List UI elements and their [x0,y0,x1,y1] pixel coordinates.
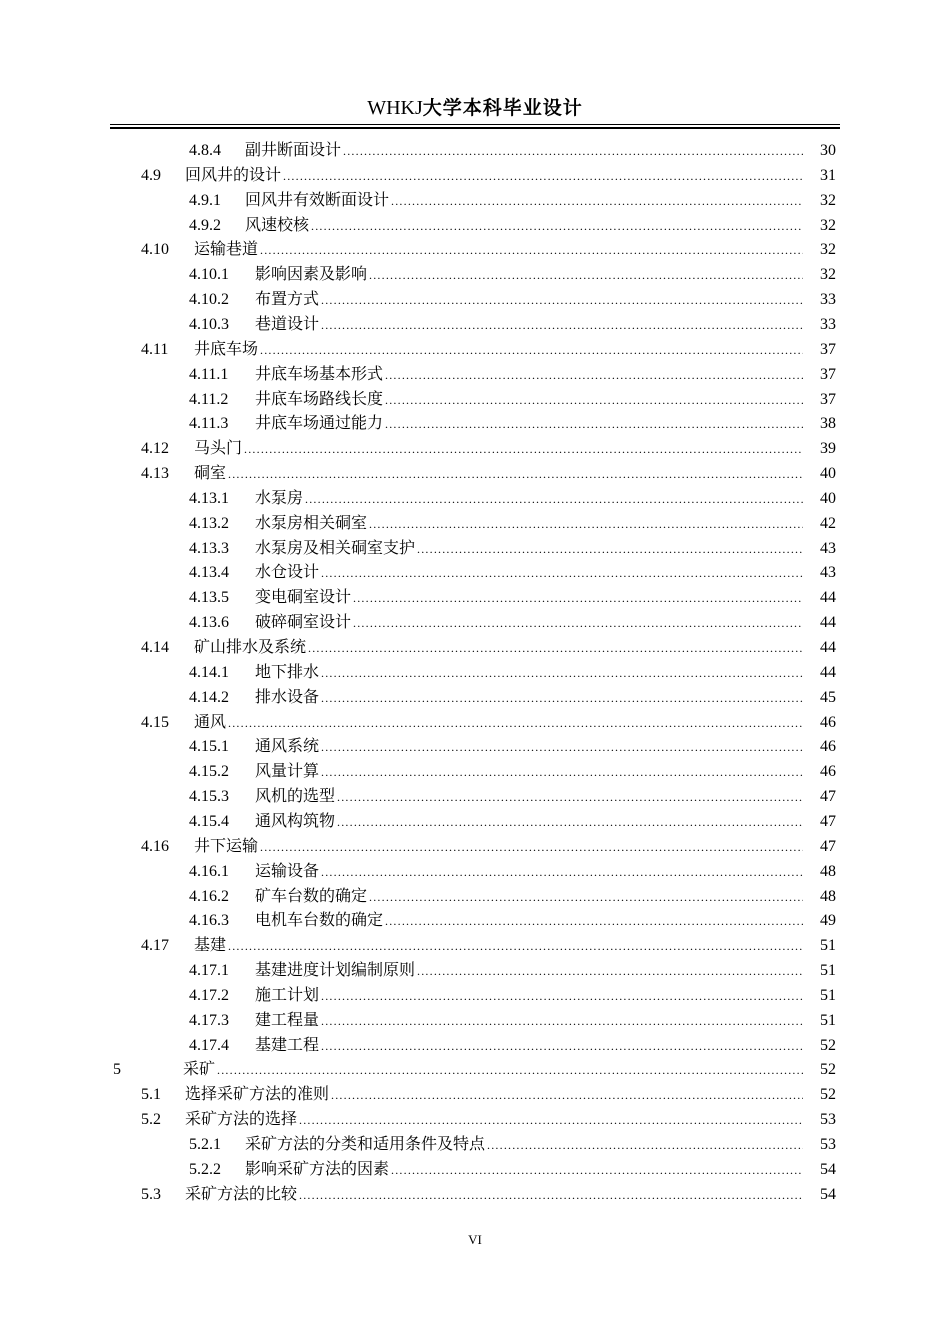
toc-entry[interactable] [0,162,950,186]
toc-entry-title: 风机的选型 [255,786,336,806]
toc-dot-leader [308,641,803,656]
toc-entry-title: 排水设备 [255,686,320,706]
toc-entry[interactable] [0,1007,950,1031]
toc-entry-number: 4.9.2 [189,216,221,234]
toc-dot-leader [391,1163,803,1178]
toc-entry[interactable] [0,386,950,410]
toc-entry-number: 5.3 [141,1185,161,1203]
header-rule-thick [110,127,840,129]
toc-entry-title: 水仓设计 [255,562,320,582]
toc-entry[interactable] [0,510,950,534]
toc-entry[interactable] [0,311,950,335]
toc-entry-page: 40 [820,489,836,507]
toc-entry-page: 46 [820,763,836,781]
toc-entry-page: 43 [820,564,836,582]
toc-entry-page: 51 [820,962,836,980]
toc-entry-number: 4.15.4 [189,812,229,830]
toc-entry-page: 44 [820,614,836,632]
toc-entry-page: 43 [820,539,836,557]
toc-entry-title: 施工计划 [255,984,320,1004]
toc-entry[interactable] [0,261,950,285]
toc-entry-page: 44 [820,663,836,681]
toc-entry-title: 回风井有效断面设计 [245,189,390,209]
toc-entry-number: 4.13.5 [189,589,229,607]
toc-entry-title: 井下运输 [194,835,259,855]
toc-entry-title: 变电硐室设计 [255,587,352,607]
toc-dot-leader [260,343,803,358]
toc-dot-leader [321,1039,803,1054]
toc-dot-leader [228,716,803,731]
toc-entry-number: 5.2.1 [189,1136,221,1153]
toc-entry[interactable] [0,1056,950,1080]
toc-entry[interactable] [0,460,950,484]
toc-entry[interactable] [0,1032,950,1056]
toc-entry-title: 风量计算 [255,761,320,781]
toc-entry-title: 地下排水 [255,661,320,681]
toc-dot-leader [260,243,803,258]
toc-entry-number: 4.17.3 [189,1011,229,1029]
toc-entry[interactable] [0,1106,950,1130]
toc-entry[interactable] [0,709,950,733]
toc-entry-title: 运输巷道 [194,239,259,259]
toc-entry-title: 采矿方法的分类和适用条件及特点 [245,1134,486,1153]
toc-entry-title: 通风 [194,711,227,731]
toc-entry-page: 40 [820,465,836,483]
toc-entry[interactable] [0,1081,950,1105]
toc-dot-leader [369,517,803,532]
toc-dot-leader [417,542,803,557]
toc-entry-number: 4.9 [141,166,161,184]
toc-entry[interactable] [0,236,950,260]
toc-entry-page: 47 [820,788,836,806]
toc-entry-title: 影响采矿方法的因素 [245,1158,390,1178]
toc-entry-page: 32 [820,191,836,209]
toc-dot-leader [353,591,803,606]
toc-dot-leader [353,616,803,631]
toc-entry-number: 4.10.2 [189,291,229,309]
toc-entry-number: 4.15.2 [189,763,229,781]
toc-entry-number: 4.15.3 [189,788,229,806]
toc-entry[interactable] [0,286,950,310]
toc-entry[interactable] [0,783,950,807]
toc-dot-leader [305,492,803,507]
toc-entry-number: 4.15.1 [189,738,229,756]
toc-dot-leader [487,1138,803,1153]
toc-entry-number: 4.11 [141,340,169,358]
toc-entry-number: 4.11.2 [189,390,229,408]
toc-entry-title: 通风构筑物 [255,810,336,830]
toc-dot-leader [385,368,803,383]
toc-entry-title: 选择采矿方法的准则 [185,1084,330,1104]
toc-dot-leader [385,393,803,408]
toc-entry[interactable] [0,659,950,683]
toc-entry-title: 副井断面设计 [245,140,342,159]
toc-entry[interactable] [0,758,950,782]
toc-entry-title: 电机车台数的确定 [255,910,384,930]
toc-entry-page: 52 [820,1061,836,1079]
toc-entry-title: 井底车场 [194,338,259,358]
toc-entry[interactable] [0,957,950,981]
toc-entry[interactable] [0,609,950,633]
toc-entry-number: 4.10.1 [189,266,229,284]
toc-entry-number: 4.15 [141,713,169,731]
toc-entry[interactable] [0,808,950,832]
toc-entry-number: 4.13 [141,465,169,483]
toc-entry-page: 53 [820,1136,836,1153]
toc-entry-title: 矿山排水及系统 [194,637,307,656]
toc-dot-leader [321,865,803,880]
toc-dot-leader [321,293,803,308]
toc-entry-page: 44 [820,589,836,607]
toc-entry[interactable] [0,435,950,459]
toc-entry-title: 巷道设计 [255,313,320,333]
toc-dot-leader [299,1113,803,1128]
toc-dot-leader [321,740,803,755]
toc-entry-number: 4.11.1 [189,365,229,383]
toc-entry-title: 硐室 [194,463,227,483]
toc-entry-title: 建工程量 [255,1009,320,1029]
toc-entry[interactable] [0,535,950,559]
toc-entry-page: 47 [820,812,836,830]
toc-entry[interactable] [0,858,950,882]
toc-dot-leader [385,417,803,432]
toc-dot-leader [321,691,803,706]
toc-entry-title: 破碎硐室设计 [255,612,352,632]
toc-entry[interactable] [0,634,950,658]
toc-entry-number: 4.17.1 [189,962,229,980]
toc-entry-title: 水泵房相关硐室 [255,512,368,532]
toc-entry[interactable] [0,410,950,434]
toc-entry[interactable] [0,684,950,708]
toc-entry-number: 4.13.6 [189,614,229,632]
toc-entry-title: 采矿 [183,1059,216,1079]
toc-entry-page: 54 [820,1160,836,1178]
toc-entry-title: 马头门 [194,438,243,458]
toc-entry-page: 46 [820,713,836,731]
toc-entry-number: 4.13.1 [189,489,229,507]
toc-entry-number: 4.14.2 [189,688,229,706]
toc-entry-number: 4.16.3 [189,912,229,930]
toc-entry-title: 水泵房及相关硐室支护 [255,537,416,557]
toc-entry[interactable] [0,584,950,608]
toc-entry-page: 39 [820,440,836,458]
toc-entry-number: 4.9.1 [189,191,221,209]
toc-entry[interactable] [0,1181,950,1205]
toc-entry-page: 54 [820,1185,836,1203]
toc-dot-leader [217,1063,803,1078]
toc-entry-number: 4.16.2 [189,887,229,905]
toc-entry-title: 井底车场基本形式 [255,363,384,383]
toc-entry-page: 44 [820,639,836,656]
toc-entry-number: 5.1 [141,1086,161,1104]
toc-entry-title: 矿车台数的确定 [255,885,368,905]
toc-entry-page: 46 [820,738,836,756]
toc-entry-number: 4.10 [141,241,169,259]
toc-entry-title: 风速校核 [245,214,310,234]
toc-entry[interactable] [0,361,950,385]
toc-entry-number: 4.11.3 [189,415,229,433]
toc-entry-title: 基建进度计划编制原则 [255,960,416,980]
toc-entry-title: 采矿方法的比较 [185,1183,298,1203]
toc-entry[interactable] [0,187,950,211]
toc-entry-page: 30 [820,142,836,159]
toc-entry-number: 5 [113,1061,121,1079]
page-number: VI [468,1232,482,1247]
toc-dot-leader [385,914,803,929]
toc-entry[interactable] [0,833,950,857]
toc-dot-leader [369,268,803,283]
toc-entry-title: 基建工程 [255,1034,320,1054]
toc-entry-title: 回风井的设计 [185,164,282,184]
toc-entry-page: 47 [820,837,836,855]
toc-entry[interactable] [0,1131,950,1155]
toc-entry-number: 4.12 [141,440,169,458]
toc-entry-page: 33 [820,315,836,333]
toc-dot-leader [228,467,803,482]
toc-entry-number: 4.13.2 [189,514,229,532]
header-brand: WHKJ [367,97,423,119]
toc-entry-title: 影响因素及影响 [255,264,368,284]
toc-entry[interactable] [0,733,950,757]
toc-entry-page: 37 [820,365,836,383]
toc-entry-page: 37 [820,340,836,358]
toc-entry-page: 52 [820,1036,836,1054]
header-title: 大学本科毕业设计 [422,97,583,119]
toc-entry-page: 51 [820,937,836,955]
page-header [0,93,950,120]
toc-entry-title: 运输设备 [255,860,320,880]
toc-entry-number: 4.14.1 [189,663,229,681]
toc-entry[interactable] [0,883,950,907]
toc-entry-page: 38 [820,415,836,433]
toc-dot-leader [391,194,803,209]
toc-entry-page: 33 [820,291,836,309]
toc-dot-leader [337,815,803,830]
toc-entry-page: 51 [820,986,836,1004]
toc-entry-number: 4.8.4 [189,142,221,159]
toc-dot-leader [417,964,803,979]
toc-entry-number: 4.16 [141,837,169,855]
toc-entry-number: 5.2 [141,1111,161,1129]
toc-entry-page: 42 [820,514,836,532]
toc-entry-number: 4.16.1 [189,862,229,880]
toc-dot-leader [311,219,803,234]
toc-entry-number: 4.17 [141,937,169,955]
toc-entry[interactable] [0,336,950,360]
toc-entry-title: 水泵房 [255,487,304,507]
toc-entry-page: 48 [820,862,836,880]
toc-entry-page: 49 [820,912,836,930]
toc-entry-number: 4.13.4 [189,564,229,582]
toc-entry-number: 4.14 [141,639,169,656]
toc-entry-number: 4.17.2 [189,986,229,1004]
toc-entry-title: 基建 [194,935,227,955]
toc-dot-leader [331,1088,803,1103]
toc-entry[interactable] [0,485,950,509]
toc-entry-page: 37 [820,390,836,408]
toc-entry[interactable] [0,982,950,1006]
toc-dot-leader [244,442,803,457]
toc-dot-leader [321,1014,803,1029]
toc-entry-number: 4.13.3 [189,539,229,557]
toc-entry-page: 52 [820,1086,836,1104]
toc-dot-leader [321,566,803,581]
toc-dot-leader [337,790,803,805]
toc-entry-page: 32 [820,266,836,284]
toc-entry-title: 井底车场通过能力 [255,413,384,433]
toc-entry-title: 通风系统 [255,736,320,756]
toc-entry-page: 31 [820,166,836,184]
toc-entry-page: 32 [820,241,836,259]
toc-entry-title: 布置方式 [255,289,320,309]
toc-entry-title: 采矿方法的选择 [185,1109,298,1129]
toc-dot-leader [228,939,803,954]
toc-entry[interactable] [0,559,950,583]
toc-entry[interactable] [0,1156,950,1180]
toc-entry-page: 53 [820,1111,836,1129]
toc-entry-number: 4.17.4 [189,1036,229,1054]
toc-entry-number: 5.2.2 [189,1160,221,1178]
toc-entry-page: 45 [820,688,836,706]
toc-entry-page: 32 [820,216,836,234]
toc-entry[interactable] [0,212,950,236]
toc-dot-leader [321,318,803,333]
toc-dot-leader [283,169,803,184]
toc-dot-leader [321,765,803,780]
toc-entry-page: 48 [820,887,836,905]
toc-entry-number: 4.10.3 [189,315,229,333]
toc-dot-leader [299,1188,803,1203]
toc-entry[interactable] [0,932,950,956]
toc-entry-title: 井底车场路线长度 [255,388,384,408]
toc-dot-leader [321,666,803,681]
toc-dot-leader [343,144,803,159]
toc-dot-leader [260,840,803,855]
toc-dot-leader [369,890,803,905]
toc-entry[interactable] [0,137,950,161]
header-rule-thin [110,124,840,125]
toc-dot-leader [321,989,803,1004]
toc-entry-page: 51 [820,1011,836,1029]
toc-entry[interactable] [0,907,950,931]
